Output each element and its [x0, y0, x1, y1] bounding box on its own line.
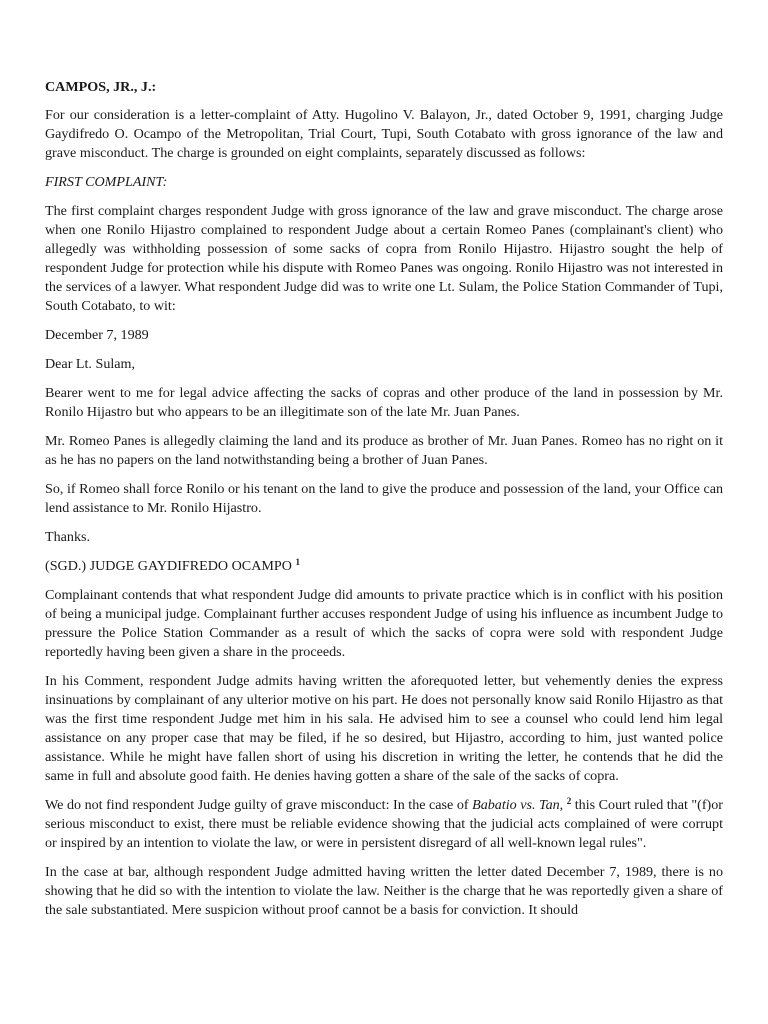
letter-paragraph-3: So, if Romeo shall force Ronilo or his tenant on the land to give the produce and possession of the land, your Office can lend assistance to Mr. Ronilo Hijastro.: [45, 481, 723, 516]
letter-thanks: Thanks.: [45, 529, 91, 545]
ruling-text-start: We do not find respondent Judge guilty of grave misconduct: In the case of: [45, 797, 473, 813]
ruling-text-end: this Court ruled that "(f)or serious misconduct to exist, there must be reliable evidence showing that the judicial acts complained of were corrupt or inspired by an intention to violate the law, or were in persistent disregard of all well-known legal rules".: [45, 797, 723, 851]
footnote-ref-1[interactable]: 1: [295, 557, 300, 567]
footnote-ref-2[interactable]: 2: [566, 796, 572, 806]
document-body: [45, 78, 723, 930]
paragraph-intro: For our consideration is a letter-complaint of Atty. Hugolino V. Balayon, Jr., dated October 9, 1991, charging Judge Gaydifredo O. Ocampo of the Metropolitan, Trial Court, Tupi, South Cotabato with gross ignorance of the law and grave misconduct. The charge is grounded on eight complaints, separately discussed as follows:: [45, 107, 723, 161]
paragraph-comment: In his Comment, respondent Judge admits having written the aforequoted letter, but vehemently denies the express insinuations by complainant of any ulterior motive on his part. He does not personally know said Ronilo Hijastro as that was the first time respondent Judge met him in his sala. He advised him to see a counsel who could lend him legal assistance on any proper case that may be filed, if he so desired, but Hijastro, according to him, just wanted police assistance. While he might have fallen short of using his discretion in writing the letter, he contends that he did the same in full and absolute good faith. He denies having gotten a share of the sale of the sacks of copra.: [45, 673, 723, 784]
first-complaint-heading: FIRST COMPLAINT:: [45, 174, 168, 190]
paragraph-ruling: [45, 796, 723, 853]
signature-text: (SGD.) JUDGE GAYDIFREDO OCAMPO: [45, 558, 292, 574]
paragraph-first-complaint: The first complaint charges respondent Judge with gross ignorance of the law and grave misconduct. The charge arose when one Ronilo Hijastro complained to respondent Judge about a certain Romeo Panes (complainant's client) who allegedly was withholding possession of some sacks of copra from Ronilo Hijastro. Hijastro sought the help of respondent Judge for protection while his dispute with Romeo Panes was ongoing. Ronilo Hijastro was not interested in the services of a lawyer. What respondent Judge did was to write one Lt. Sulam, the Police Station Commander of Tupi, South Cotabato, to wit:: [45, 203, 723, 314]
case-citation: Babatio vs. Tan,: [472, 797, 564, 813]
letter-salutation: Dear Lt. Sulam,: [45, 356, 136, 372]
paragraph-complainant-contends: Complainant contends that what respondent Judge did amounts to private practice which is in conflict with his position of being a municipal judge. Complainant further accuses respondent Judge of using his influence as incumbent Judge to pressure the Police Station Commander as a result of which the sacks of copra were sold with respondent Judge reportedly having been given a share in the proceeds.: [45, 587, 723, 660]
paragraph-case-at-bar: In the case at bar, although respondent Judge admitted having written the letter dated December 7, 1989, there is no showing that he did so with the intention to violate the law. Neither is the charge that he was reportedly given a share of the sale substantiated. Mere suspicion without proof cannot be a basis for conviction. It should: [45, 864, 723, 918]
letter-date: December 7, 1989: [45, 327, 149, 343]
letter-paragraph-2: Mr. Romeo Panes is allegedly claiming the land and its produce as brother of Mr. Juan Panes. Romeo has no right on it as he has no papers on the land notwithstanding being a brother of Juan Panes.: [45, 433, 723, 468]
letter-paragraph-1: Bearer went to me for legal advice affecting the sacks of copras and other produce of the land in possession by Mr. Ronilo Hijastro but who appears to be an illegitimate son of the late Mr. Juan Panes.: [45, 385, 723, 420]
letter-signature: [45, 557, 723, 576]
author-heading: CAMPOS, JR., J.:: [45, 79, 157, 95]
